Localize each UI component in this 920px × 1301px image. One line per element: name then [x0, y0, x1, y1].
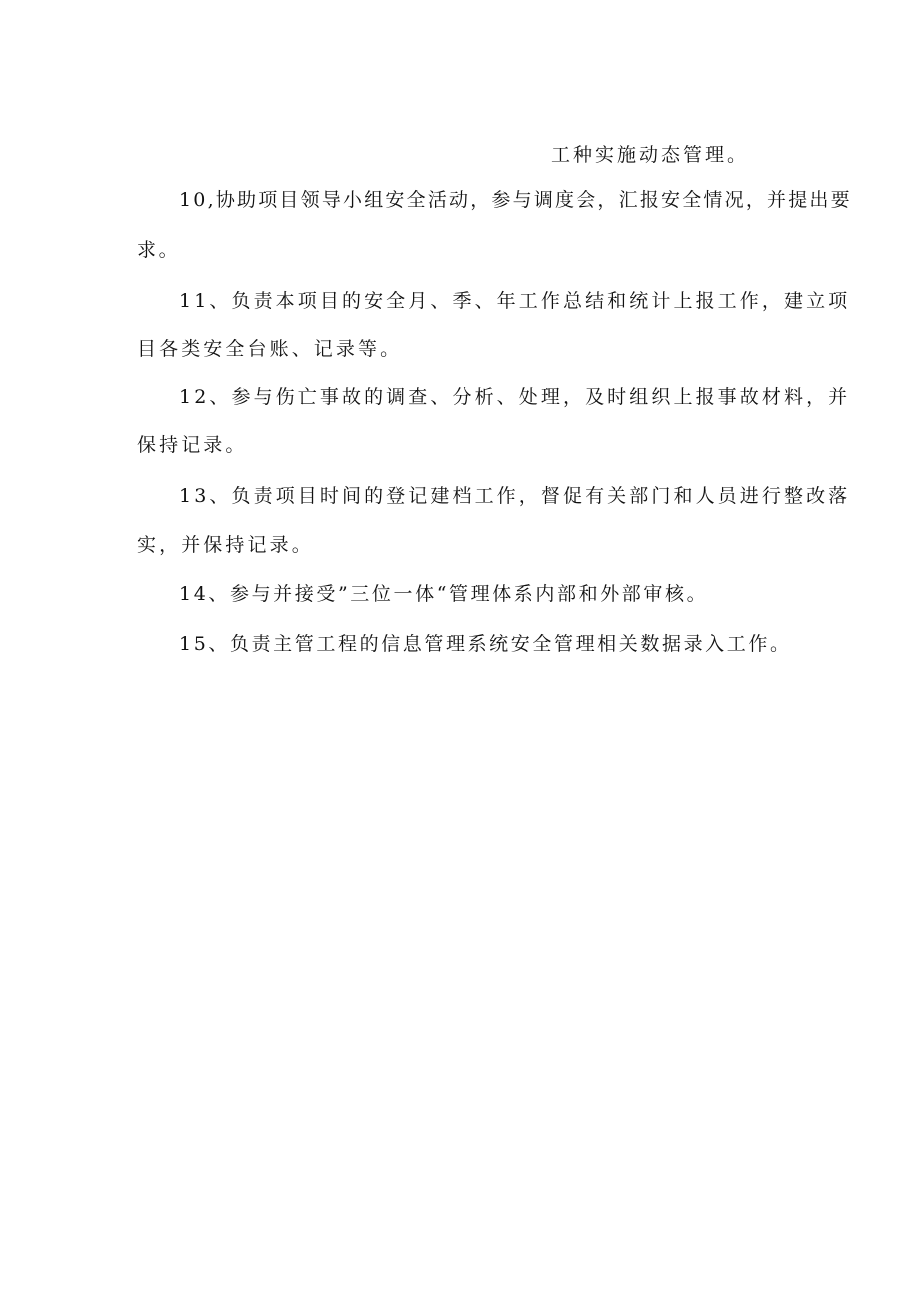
item-12-line-1: 12、参与伤亡事故的调查、分析、处理，及时组织上报事故材料，并 — [179, 386, 851, 408]
item-10-line-1: 10,协助项目领导小组安全活动，参与调度会，汇报安全情况，并提出要 — [179, 189, 852, 211]
item-14-line-1: 14、参与并接受”三位一体“管理体系内部和外部审核。 — [179, 583, 709, 605]
item-10-line-2: 求。 — [137, 239, 181, 261]
continued-text-line: 工种实施动态管理。 — [551, 144, 750, 166]
item-13-line-1: 13、负责项目时间的登记建档工作，督促有关部门和人员进行整改落 — [179, 485, 851, 507]
item-15-line-1: 15、负责主管工程的信息管理系统安全管理相关数据录入工作。 — [179, 633, 792, 655]
item-12-line-2: 保持记录。 — [137, 434, 248, 456]
item-13-line-2: 实，并保持记录。 — [137, 534, 314, 556]
item-11-line-2: 目各类安全台账、记录等。 — [137, 338, 403, 360]
item-11-line-1: 11、负责本项目的安全月、季、年工作总结和统计上报工作，建立项 — [179, 290, 851, 312]
